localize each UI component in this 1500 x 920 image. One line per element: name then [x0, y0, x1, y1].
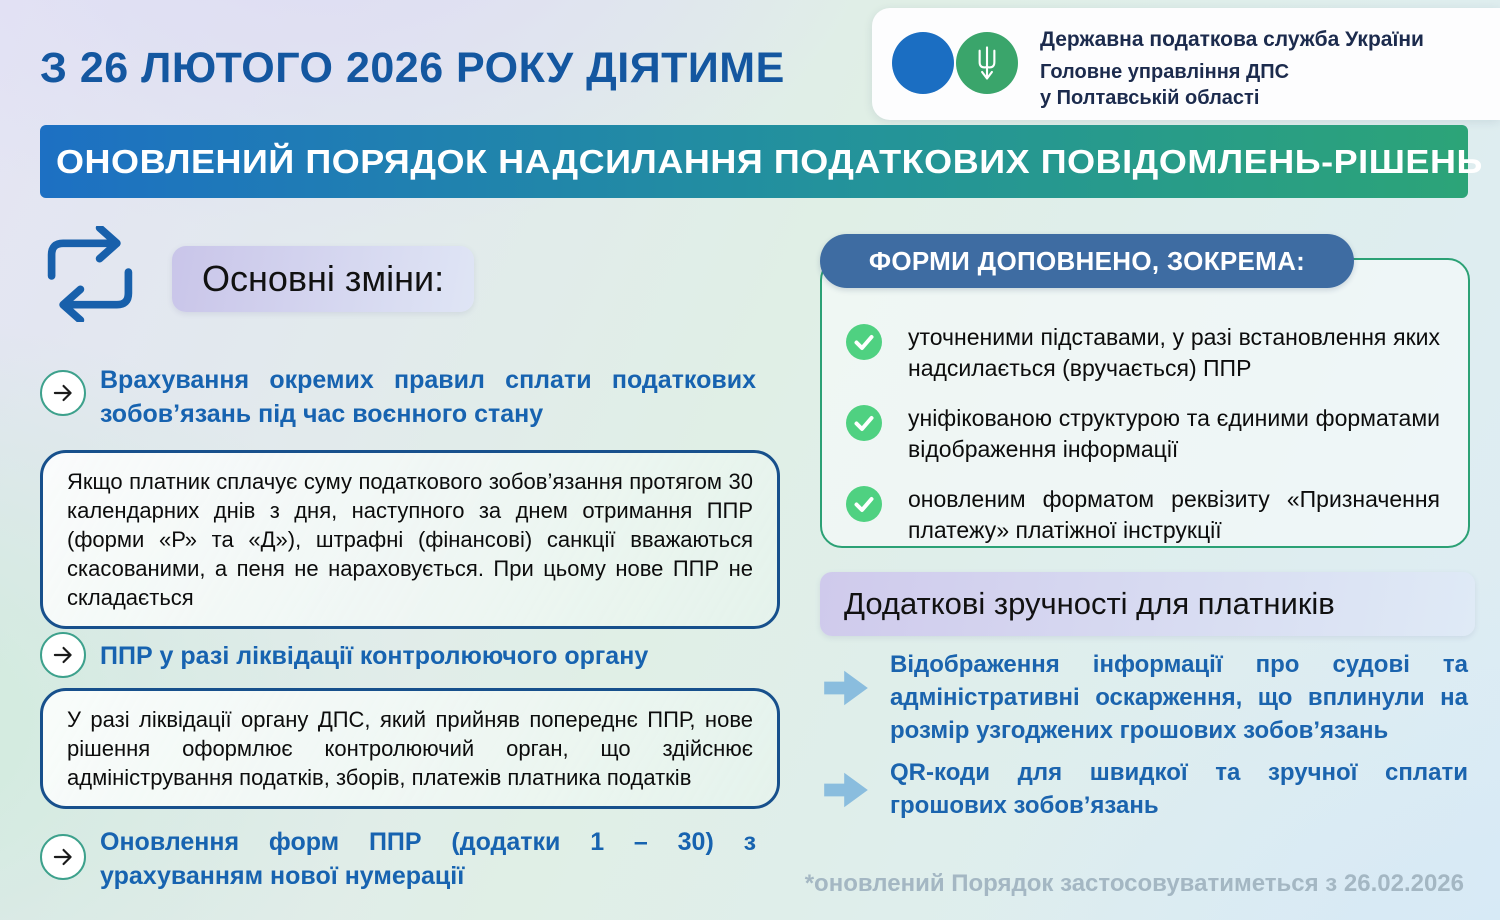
change-detail-box-1: Якщо платник сплачує суму податкового зобов’язання протягом 30 календарних днів з дня, наступного за днем отримання ППР (форми «Р» та «Д»), штрафні (фінансові) санкції вважаються скасованими, а пеня не нараховується. При цьому нове ППР не складається: [40, 450, 780, 629]
check-icon: [846, 324, 882, 360]
arrow-right-circle-icon: [40, 632, 86, 678]
org-name-line3: у Полтавській області: [1040, 87, 1260, 109]
section-label-main-changes: Основні зміни:: [172, 246, 474, 312]
convenience-text-1: Відображення інформації про судові та адміністративні оскарження, що вплинули на розмір узгоджених грошових зобов’язань: [890, 651, 1468, 745]
forms-check-item-3: [846, 484, 1440, 545]
forms-panel: [820, 258, 1470, 548]
forms-check-text-2: уніфікованою структурою та єдиними форматами відображення інформації: [908, 405, 1440, 462]
forms-check-text-1: уточненими підставами, у разі встановлення яких надсилається (вручається) ППР: [908, 324, 1440, 381]
logo-blue-circle: [892, 32, 954, 94]
footnote: *оновлений Порядок застосовуватиметься з 26.02.2026: [804, 870, 1464, 897]
org-name-line2: Головне управління ДПС: [1040, 61, 1290, 83]
check-icon: [846, 405, 882, 441]
repeat-arrows-icon: [40, 226, 140, 322]
arrow-right-icon: [822, 668, 870, 708]
section-label-conveniences: Додаткові зручності для платників: [820, 572, 1475, 636]
forms-check-text-3: оновленим форматом реквізиту «Призначення платежу» платіжної інструкції: [908, 486, 1440, 543]
banner: [40, 125, 1483, 198]
forms-check-item-2: [846, 403, 1440, 464]
org-name-line1: Державна податкова служба України: [1040, 28, 1424, 51]
convenience-text-2: QR-коди для швидкої та зручної сплати грошових зобов’язань: [890, 759, 1468, 820]
arrow-right-circle-icon: [40, 370, 86, 416]
change-heading-2: ППР у разі ліквідації контролюючого органу: [100, 642, 649, 670]
arrow-right-icon: [822, 770, 870, 810]
forms-check-item-1: [846, 322, 1440, 383]
banner-title: ОНОВЛЕНИЙ ПОРЯДОК НАДСИЛАННЯ ПОДАТКОВИХ ПОВІДОМЛЕНЬ-РІШЕНЬ: [56, 142, 1483, 180]
change-heading-3: Оновлення форм ППР (додатки 1 – 30) з урахуванням нової нумерації: [100, 828, 756, 890]
change-detail-box-2: У разі ліквідації органу ДПС, який прийняв попереднє ППР, нове рішення оформлює контролюючий орган, що здійснює адміністрування податків, зборів, платежів платника податків: [40, 688, 780, 809]
logo-green-circle: [956, 32, 1018, 94]
arrow-right-circle-icon: [40, 834, 86, 880]
trident-icon: [972, 45, 1002, 81]
org-name: [1040, 28, 1424, 111]
check-icon: [846, 486, 882, 522]
page-title: З 26 ЛЮТОГО 2026 РОКУ ДІЯТИМЕ: [40, 44, 785, 92]
forms-panel-title: ФОРМИ ДОПОВНЕНО, ЗОКРЕМА:: [820, 234, 1354, 288]
change-heading-1: Врахування окремих правил сплати податкових зобов’язань під час воєнного стану: [100, 366, 756, 428]
org-card: [872, 8, 1500, 120]
